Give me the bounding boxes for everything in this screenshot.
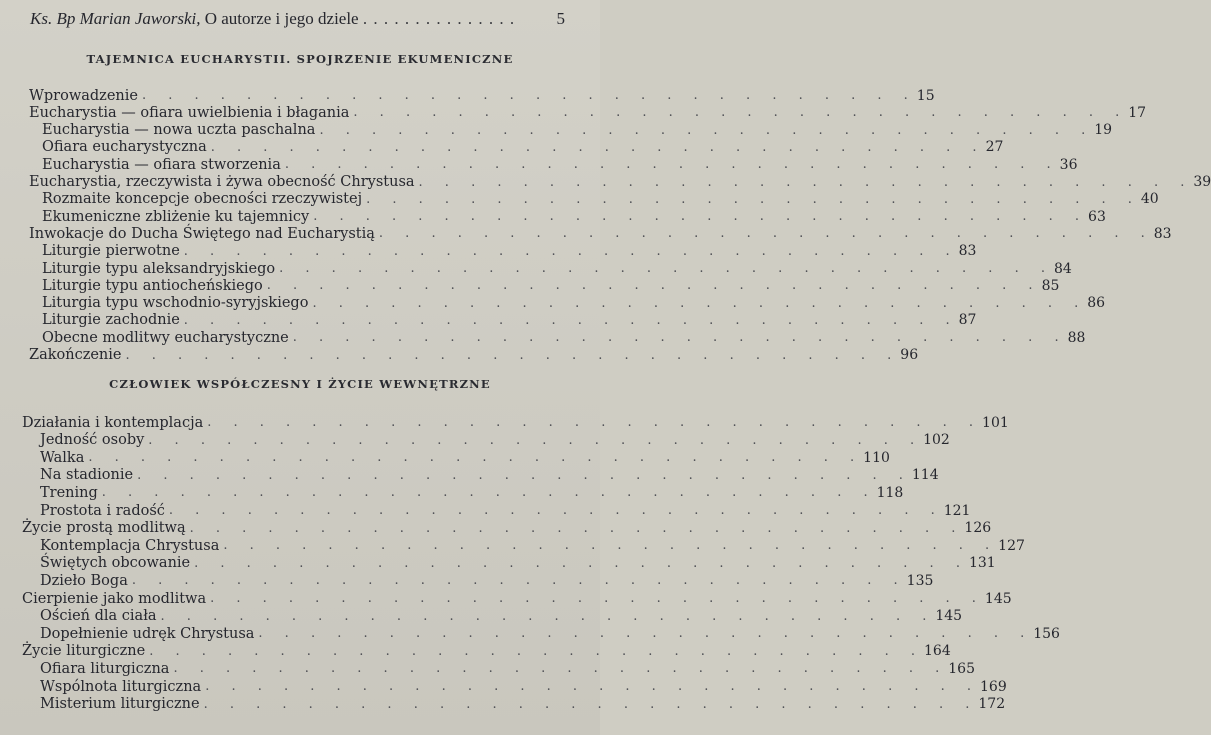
- toc-entry: [42, 260, 1072, 277]
- toc-entry-title: Dzieło Boga: [40, 572, 128, 589]
- toc-entry-title: Ekumeniczne zbliżenie ku tajemnicy: [42, 208, 310, 225]
- toc-page-number: 127: [998, 537, 1025, 554]
- toc-entry: [40, 678, 1007, 695]
- toc-page-number: 145: [935, 608, 963, 625]
- toc-entry-title: Eucharystia — ofiara stworzenia: [42, 156, 281, 173]
- toc-page-number: 15: [916, 87, 935, 104]
- leader-dots: . . . . . . . . . . . . . . . . . . . . . . . . . . . . . .: [183, 243, 959, 259]
- toc-page-number: 118: [876, 484, 904, 501]
- leader-dots: . . . . . . . . . . . . . . . . . . . . . . . . . . . . . .: [168, 503, 944, 518]
- toc-entry-title: Prostota i radość: [40, 502, 165, 519]
- section2-title: CZŁOWIEK WSPÓŁCZESNY I ŻYCIE WEWNĘTRZNE: [109, 377, 491, 391]
- leader-dots: . . . . . . . . . . . . . . . . . . . . . . . . . . . . . .: [210, 591, 985, 606]
- toc-page-number: 27: [985, 139, 1004, 156]
- leader-dots: . . . . . . . . . . . . . . . . . . . . . . . . . . . . . .: [183, 312, 959, 328]
- toc-entry-title: Życie liturgiczne: [22, 643, 146, 660]
- section1-title: TAJEMNICA EUCHARYSTII. SPOJRZENIE EKUMENICZNE: [86, 52, 514, 66]
- toc-page-number: 85: [1041, 277, 1060, 294]
- toc-entry-title: Wspólnota liturgiczna: [40, 678, 202, 695]
- toc-page-number: 126: [964, 520, 992, 537]
- header-title: [200, 9, 362, 29]
- leader-dots: . . . . . . . . . . . . . . . . . . . . . . . . . . . . . .: [141, 88, 917, 103]
- header-leader-dots: . . . . . . . . . . . . . . .: [362, 9, 516, 28]
- toc-entry: [29, 347, 919, 364]
- toc-entry-title: Trening: [40, 484, 98, 501]
- toc-entry-title: Liturgia typu wschodnio-syryjskiego: [42, 295, 309, 312]
- toc-entry: [40, 537, 1025, 554]
- leader-dots: . . . . . . . . . . . . . . . . . . . . . . . . . . . . . .: [284, 157, 1060, 173]
- toc-page-number: 96: [900, 347, 919, 363]
- leader-dots: . . . . . . . . . . . . . . . . . . . . . . . . . . . . . .: [210, 139, 986, 155]
- leader-dots: . . . . . . . . . . . . . . . . . . . . . . . . . . . . . .: [207, 415, 983, 430]
- toc-page-number: 83: [958, 243, 977, 260]
- toc-page-number: 156: [1033, 625, 1060, 642]
- toc-entry: [40, 449, 890, 466]
- leader-dots: . . . . . . . . . . . . . . . . . . . . . . . . . . . . . .: [418, 174, 1194, 190]
- toc-entry: [29, 104, 1147, 121]
- toc-page-number: 135: [906, 572, 934, 589]
- leader-dots: . . . . . . . . . . . . . . . . . . . . . . . . . . . . . .: [101, 485, 877, 501]
- toc-entry-title: Cierpienie jako modlitwa: [22, 590, 207, 607]
- toc-entry: [40, 660, 975, 677]
- header-page-number: 5: [556, 9, 565, 28]
- toc-entry: [42, 208, 1106, 225]
- toc-page-number: 39: [1193, 174, 1211, 190]
- toc-entry-title: Działania i kontemplacja: [22, 414, 204, 431]
- header-entry: [30, 8, 565, 30]
- toc-entry-title: Eucharystia — ofiara uwielbienia i błagania: [29, 104, 350, 121]
- toc-entry: [42, 243, 977, 260]
- toc-entry: [40, 467, 939, 484]
- toc-entry: [22, 643, 951, 660]
- header-author: Ks. Bp Marian Jaworski,: [30, 9, 201, 28]
- leader-dots: . . . . . . . . . . . . . . . . . . . . . . . . . . . . . .: [125, 347, 901, 363]
- toc-entry: [40, 555, 996, 572]
- leader-dots: . . . . . . . . . . . . . . . . . . . . . . . . . . . . . .: [203, 696, 979, 712]
- leader-dots: . . . . . . . . . . . . . . . . . . . . . . . . . . . . . .: [223, 538, 999, 554]
- toc-entry: [40, 572, 934, 589]
- toc-entry: [40, 432, 950, 449]
- leader-dots: . . . . . . . . . . . . . . . . . . . . . . . . . . . . . .: [137, 467, 912, 483]
- toc-page-number: 164: [924, 643, 951, 660]
- toc-entry-title: Liturgie typu antiocheńskiego: [42, 277, 263, 294]
- toc-page-number: 169: [980, 678, 1007, 695]
- toc-entry: [29, 225, 1172, 242]
- toc-entry-title: Obecne modlitwy eucharystyczne: [42, 329, 289, 346]
- toc-entry: [22, 520, 992, 537]
- leader-dots: . . . . . . . . . . . . . . . . . . . . . . . . . . . . . .: [366, 191, 1141, 207]
- toc-entry: [40, 696, 1006, 713]
- toc-entry: [40, 608, 963, 625]
- toc-entry-title: Liturgie zachodnie: [42, 312, 180, 329]
- toc-entry-title: Walka: [40, 449, 85, 466]
- toc-entry-title: Zakończenie: [29, 347, 122, 363]
- toc-entry-title: Inwokacje do Ducha Świętego nad Eucharystią: [29, 225, 375, 242]
- toc-page-number: 84: [1053, 260, 1072, 277]
- leader-dots: . . . . . . . . . . . . . . . . . . . . . . . . . . . . . .: [319, 122, 1095, 138]
- leader-dots: . . . . . . . . . . . . . . . . . . . . . . . . . . . . . .: [312, 295, 1088, 311]
- leader-dots: . . . . . . . . . . . . . . . . . . . . . . . . . . . . . .: [149, 643, 924, 659]
- leader-dots: . . . . . . . . . . . . . . . . . . . . . . . . . . . . . .: [205, 679, 980, 694]
- toc-page-number: 172: [978, 696, 1006, 713]
- toc-page-number: 19: [1094, 122, 1113, 139]
- toc-page-number: 36: [1059, 156, 1078, 173]
- toc-page-number: 83: [1153, 225, 1172, 242]
- toc-entry: [42, 277, 1060, 294]
- toc-page-number: 110: [863, 449, 890, 466]
- toc-entry: [29, 87, 935, 104]
- leader-dots: . . . . . . . . . . . . . . . . . . . . . . . . . . . . . .: [160, 608, 936, 624]
- header-title-text: O autorze i jego dziele: [204, 9, 359, 28]
- toc-entry: [42, 312, 977, 329]
- toc-entry: [29, 174, 1211, 191]
- leader-dots: . . . . . . . . . . . . . . . . . . . . . . . . . . . . . .: [292, 330, 1068, 346]
- toc-entry-title: Kontemplacja Chrystusa: [40, 537, 220, 554]
- toc-entry-title: Świętych obcowanie: [40, 555, 191, 572]
- leader-dots: . . . . . . . . . . . . . . . . . . . . . . . . . . . . . .: [131, 573, 907, 589]
- toc-entry: [22, 414, 1009, 431]
- toc-page-number: 101: [982, 414, 1009, 431]
- toc-entry-title: Na stadionie: [40, 467, 134, 484]
- toc-page-number: 165: [948, 660, 975, 677]
- leader-dots: . . . . . . . . . . . . . . . . . . . . . . . . . . . . . .: [189, 520, 965, 536]
- toc-page-number: 63: [1088, 208, 1106, 225]
- leader-dots: . . . . . . . . . . . . . . . . . . . . . . . . . . . . . .: [173, 661, 949, 677]
- toc-page-number: 17: [1128, 104, 1147, 121]
- toc-entry: [42, 156, 1078, 173]
- toc-entry: [42, 295, 1106, 312]
- leader-dots: . . . . . . . . . . . . . . . . . . . . . . . . . . . . . .: [148, 432, 924, 448]
- toc-page-number: 87: [958, 312, 977, 329]
- leader-dots: . . . . . . . . . . . . . . . . . . . . . . . . . . . . . .: [313, 209, 1089, 225]
- leader-dots: . . . . . . . . . . . . . . . . . . . . . . . . . . . . . .: [279, 261, 1054, 276]
- toc-page-number: 121: [943, 502, 971, 519]
- toc-entry-title: Ofiara eucharystyczna: [42, 139, 207, 156]
- toc-entry: [42, 329, 1086, 346]
- toc-page-number: 102: [923, 432, 950, 449]
- toc-entry: [42, 122, 1113, 139]
- toc-page-number: 145: [984, 590, 1012, 607]
- toc-entry: [42, 139, 1004, 156]
- toc-entry-title: Wprowadzenie: [29, 87, 138, 104]
- toc-page-number: 114: [911, 467, 939, 484]
- toc-entry-title: Eucharystia, rzeczywista i żywa obecność Chrystusa: [29, 174, 415, 190]
- toc-entry: [42, 191, 1159, 208]
- toc-entry-title: Misterium liturgiczne: [40, 696, 200, 713]
- toc-entry-title: Oścień dla ciała: [40, 608, 157, 625]
- toc-page-number: 40: [1140, 191, 1159, 208]
- toc-page-number: 86: [1087, 295, 1106, 312]
- leader-dots: . . . . . . . . . . . . . . . . . . . . . . . . . . . . . .: [266, 278, 1042, 294]
- leader-dots: . . . . . . . . . . . . . . . . . . . . . . . . . . . . . .: [88, 450, 864, 466]
- toc-entry-title: Ofiara liturgiczna: [40, 660, 170, 677]
- toc-entry-title: Jedność osoby: [40, 432, 145, 449]
- toc-entry: [40, 502, 971, 519]
- toc-entry-title: Rozmaite koncepcje obecności rzeczywistej: [42, 191, 363, 208]
- toc-entry: [40, 625, 1060, 642]
- toc-entry-title: Życie prostą modlitwą: [22, 520, 186, 537]
- toc-page-number: 88: [1067, 329, 1086, 346]
- leader-dots: . . . . . . . . . . . . . . . . . . . . . . . . . . . . . .: [353, 105, 1129, 121]
- toc-entry: [40, 484, 904, 501]
- leader-dots: . . . . . . . . . . . . . . . . . . . . . . . . . . . . . .: [378, 226, 1154, 242]
- toc-entry-title: Liturgie pierwotne: [42, 243, 180, 260]
- toc-page-number: 131: [968, 555, 996, 572]
- leader-dots: . . . . . . . . . . . . . . . . . . . . . . . . . . . . . .: [194, 555, 969, 571]
- toc-entry: [22, 590, 1012, 607]
- toc-entry-title: Dopełnienie udręk Chrystusa: [40, 625, 255, 642]
- toc-entry-title: Eucharystia — nowa uczta paschalna: [42, 122, 316, 139]
- toc-entry-title: Liturgie typu aleksandryjskiego: [42, 260, 276, 277]
- leader-dots: . . . . . . . . . . . . . . . . . . . . . . . . . . . . . .: [258, 626, 1034, 642]
